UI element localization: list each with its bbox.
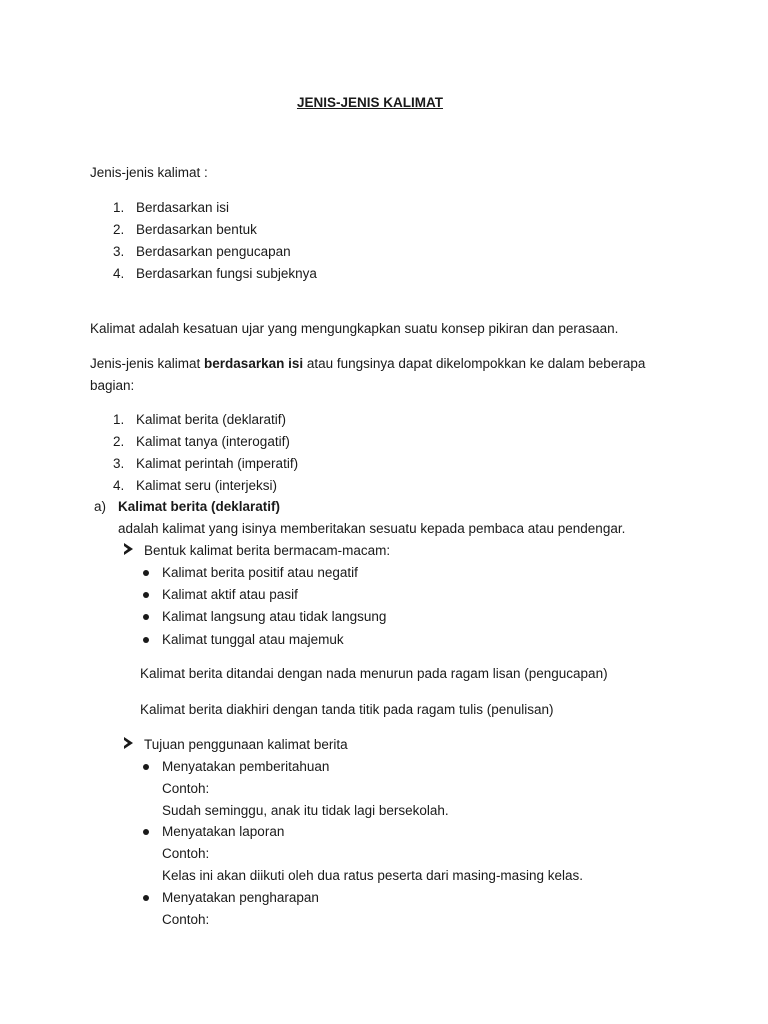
bullet-item: Kalimat tunggal atau majemuk (162, 632, 344, 647)
arrow-bullet-icon (124, 543, 133, 555)
bullet-icon (143, 614, 149, 620)
bullet-icon (143, 895, 149, 901)
list-item: Berdasarkan isi (136, 200, 230, 215)
list-item: Kalimat perintah (imperatif) (136, 456, 299, 471)
bullet-item: Menyatakan pemberitahuan (162, 759, 330, 774)
list-item: Berdasarkan bentuk (136, 222, 257, 237)
list-item-number: 3. (113, 244, 125, 259)
bullet-item: Menyatakan pengharapan (162, 890, 319, 905)
list-item-number: 1. (113, 200, 125, 215)
example-label: Contoh: (162, 781, 210, 796)
section-label: a) (94, 499, 107, 514)
list-item-number: 1. (113, 412, 125, 427)
bullet-icon (143, 570, 149, 576)
list-item: Berdasarkan pengucapan (136, 244, 291, 259)
list-item-number: 2. (113, 434, 125, 449)
paragraph-text: Jenis-jenis kalimat (90, 356, 205, 371)
paragraph-text: atau fungsinya dapat dikelompokkan ke dalam beberapa (303, 356, 646, 371)
definition-text: Kalimat adalah kesatuan ujar yang mengungkapkan suatu konsep pikiran dan perasaan. (90, 321, 619, 336)
bullet-item: Kalimat langsung atau tidak langsung (162, 609, 387, 624)
list-item-number: 4. (113, 478, 125, 493)
intro-text: Jenis-jenis kalimat : (90, 165, 208, 180)
example-label: Contoh: (162, 912, 210, 927)
list-item: Kalimat tanya (interogatif) (136, 434, 290, 449)
paragraph-line (90, 355, 645, 373)
bullet-icon (143, 637, 149, 643)
list-item: Kalimat seru (interjeksi) (136, 478, 278, 493)
list-item-number: 4. (113, 266, 125, 281)
section-description: adalah kalimat yang isinya memberitakan sesuatu kepada pembaca atau pendengar. (118, 521, 626, 536)
arrow-bullet-icon (124, 737, 133, 749)
subsection-heading: Bentuk kalimat berita bermacam-macam: (144, 543, 391, 558)
bullet-item: Kalimat berita positif atau negatif (162, 565, 358, 580)
list-item: Berdasarkan fungsi subjeknya (136, 266, 317, 281)
example-text: Sudah seminggu, anak itu tidak lagi bersekolah. (162, 803, 449, 818)
list-item-number: 2. (113, 222, 125, 237)
example-text: Kelas ini akan diikuti oleh dua ratus peserta dari masing-masing kelas. (162, 868, 583, 883)
bullet-icon (143, 592, 149, 598)
paragraph-line: bagian: (90, 378, 135, 393)
page-title: JENIS-JENIS KALIMAT (296, 95, 443, 110)
list-item: Kalimat berita (deklaratif) (136, 412, 287, 427)
note-text: Kalimat berita ditandai dengan nada menurun pada ragam lisan (pengucapan) (140, 666, 608, 681)
bullet-icon (143, 829, 149, 835)
paragraph-bold-text: berdasarkan isi (204, 356, 304, 371)
note-text: Kalimat berita diakhiri dengan tanda titik pada ragam tulis (penulisan) (140, 702, 554, 717)
section-heading: Kalimat berita (deklaratif) (118, 499, 281, 514)
example-label: Contoh: (162, 846, 210, 861)
bullet-item: Menyatakan laporan (162, 824, 285, 839)
bullet-item: Kalimat aktif atau pasif (162, 587, 298, 602)
bullet-icon (143, 764, 149, 770)
list-item-number: 3. (113, 456, 125, 471)
subsection-heading: Tujuan penggunaan kalimat berita (144, 737, 348, 752)
